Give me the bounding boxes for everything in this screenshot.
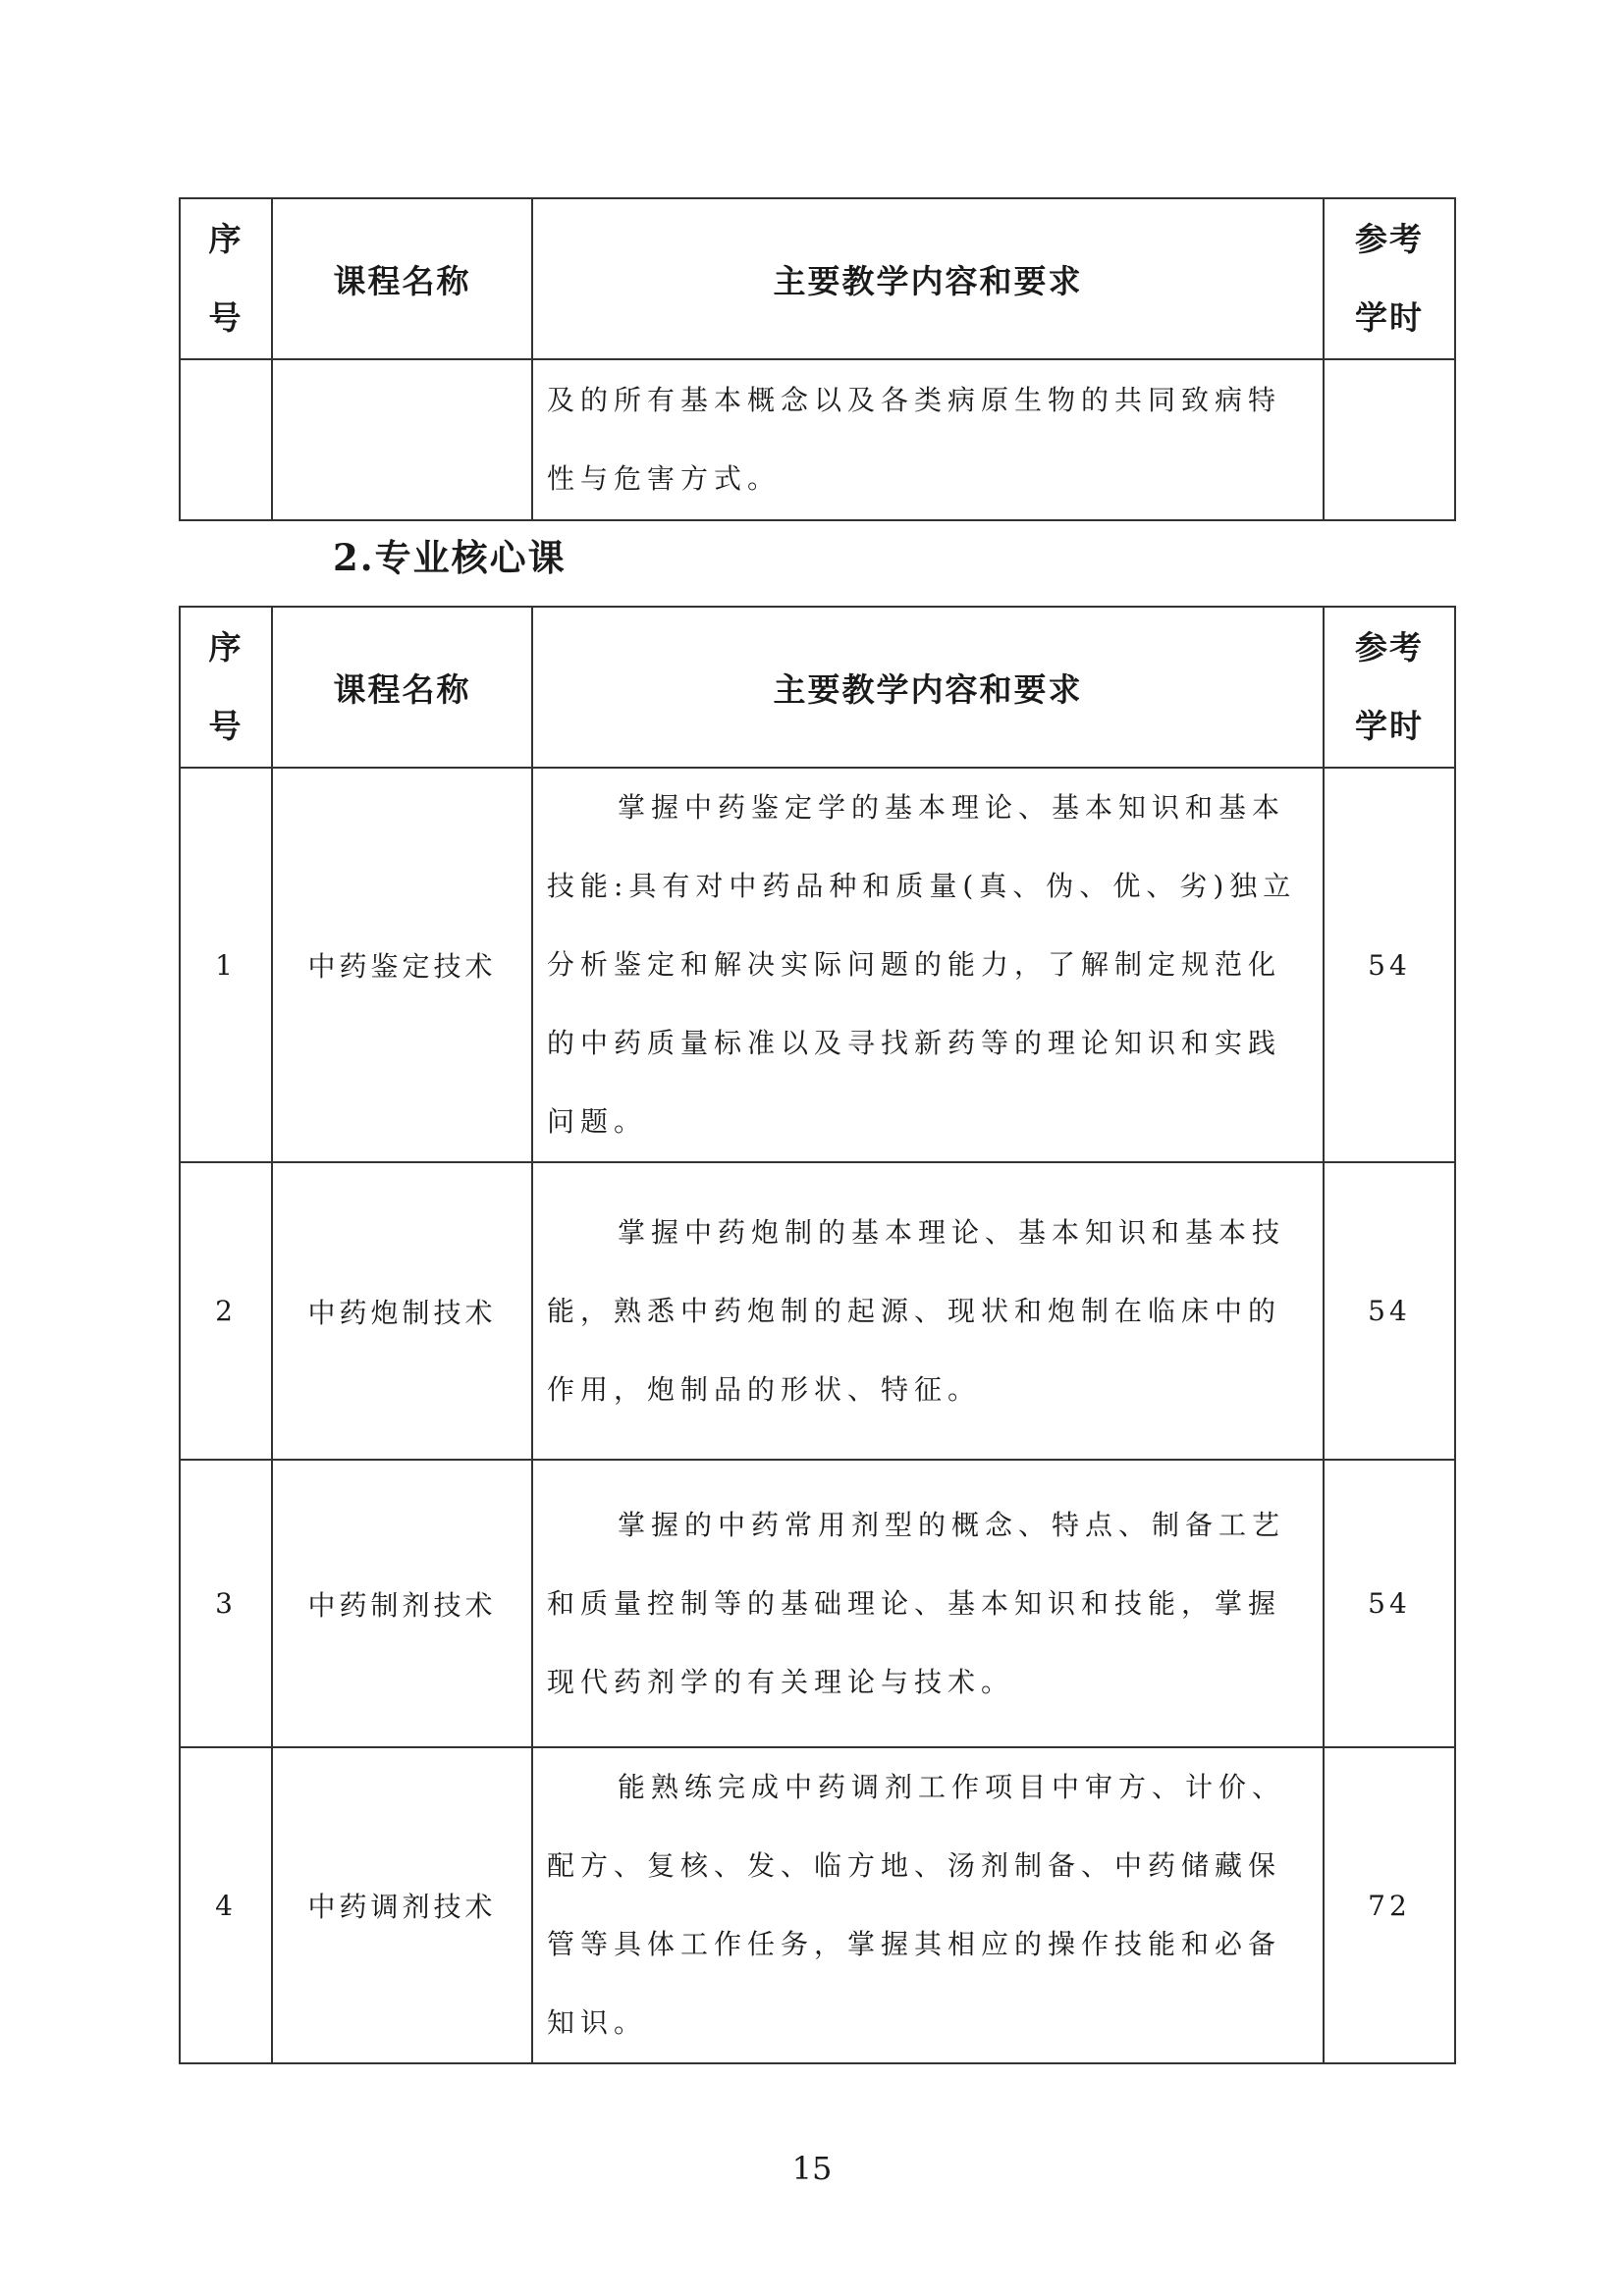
course-hours: 54 (1324, 1162, 1455, 1460)
header-hours-line2: 学时 (1355, 707, 1424, 745)
course-content (532, 1747, 1324, 2063)
header-serial-line2: 号 (208, 707, 244, 745)
header-serial-line1: 序 (208, 628, 244, 667)
header-hours (1324, 198, 1455, 359)
course-content-text: 掌握的中药常用剂型的概念、特点、制备工艺和质量控制等的基础理论、基本知识和技能，掌握现代药剂学的有关理论与技术。 (547, 1508, 1286, 1698)
course-name: 中药鉴定技术 (272, 768, 532, 1162)
header-content: 主要教学内容和要求 (532, 198, 1324, 359)
section-heading: 2.专业核心课 (333, 536, 567, 579)
header-course-name: 课程名称 (272, 198, 532, 359)
continued-course-table (179, 197, 1456, 521)
course-content-text: 能熟练完成中药调剂工作项目中审方、计价、配方、复核、发、临方地、汤剂制备、中药储藏保管等具体工作任务，掌握其相应的操作技能和必备知识。 (547, 1771, 1286, 2039)
table-row (180, 1460, 1455, 1747)
header-hours-line1: 参考 (1355, 220, 1424, 258)
row-serial (180, 359, 272, 520)
course-serial: 2 (180, 1162, 272, 1460)
table-row (180, 1162, 1455, 1460)
course-content (532, 768, 1324, 1162)
table-header-row (180, 607, 1455, 768)
header-hours-line2: 学时 (1355, 298, 1424, 337)
header-serial (180, 607, 272, 768)
row-hours (1324, 359, 1455, 520)
course-serial: 1 (180, 768, 272, 1162)
page-number: 15 (791, 2150, 833, 2187)
course-hours: 54 (1324, 768, 1455, 1162)
course-content-text: 掌握中药炮制的基本理论、基本知识和基本技能，熟悉中药炮制的起源、现状和炮制在临床中的作用，炮制品的形状、特征。 (547, 1215, 1286, 1406)
row-content (532, 359, 1324, 520)
header-hours (1324, 607, 1455, 768)
course-hours: 72 (1324, 1747, 1455, 2063)
header-hours-line1: 参考 (1355, 628, 1424, 667)
course-content (532, 1460, 1324, 1747)
header-content: 主要教学内容和要求 (532, 607, 1324, 768)
course-hours: 54 (1324, 1460, 1455, 1747)
header-course-name: 课程名称 (272, 607, 532, 768)
header-serial (180, 198, 272, 359)
header-serial-line2: 号 (208, 298, 244, 337)
table-header-row (180, 198, 1455, 359)
table-row (180, 768, 1455, 1162)
core-course-table (179, 606, 1456, 2064)
course-content (532, 1162, 1324, 1460)
course-name: 中药调剂技术 (272, 1747, 532, 2063)
course-content-text: 掌握中药鉴定学的基本理论、基本知识和基本技能:具有对中药品种和质量(真、伪、优、劣)独立分析鉴定和解决实际问题的能力，了解制定规范化的中药质量标准以及寻找新药等的理论知识和实践问题。 (547, 791, 1297, 1138)
table-row (180, 359, 1455, 520)
table-row (180, 1747, 1455, 2063)
course-serial: 4 (180, 1747, 272, 2063)
course-name: 中药炮制技术 (272, 1162, 532, 1460)
course-serial: 3 (180, 1460, 272, 1747)
row-content-text: 及的所有基本概念以及各类病原生物的共同致病特性与危害方式。 (547, 384, 1282, 495)
course-name: 中药制剂技术 (272, 1460, 532, 1747)
row-course-name (272, 359, 532, 520)
header-serial-line1: 序 (208, 220, 244, 258)
